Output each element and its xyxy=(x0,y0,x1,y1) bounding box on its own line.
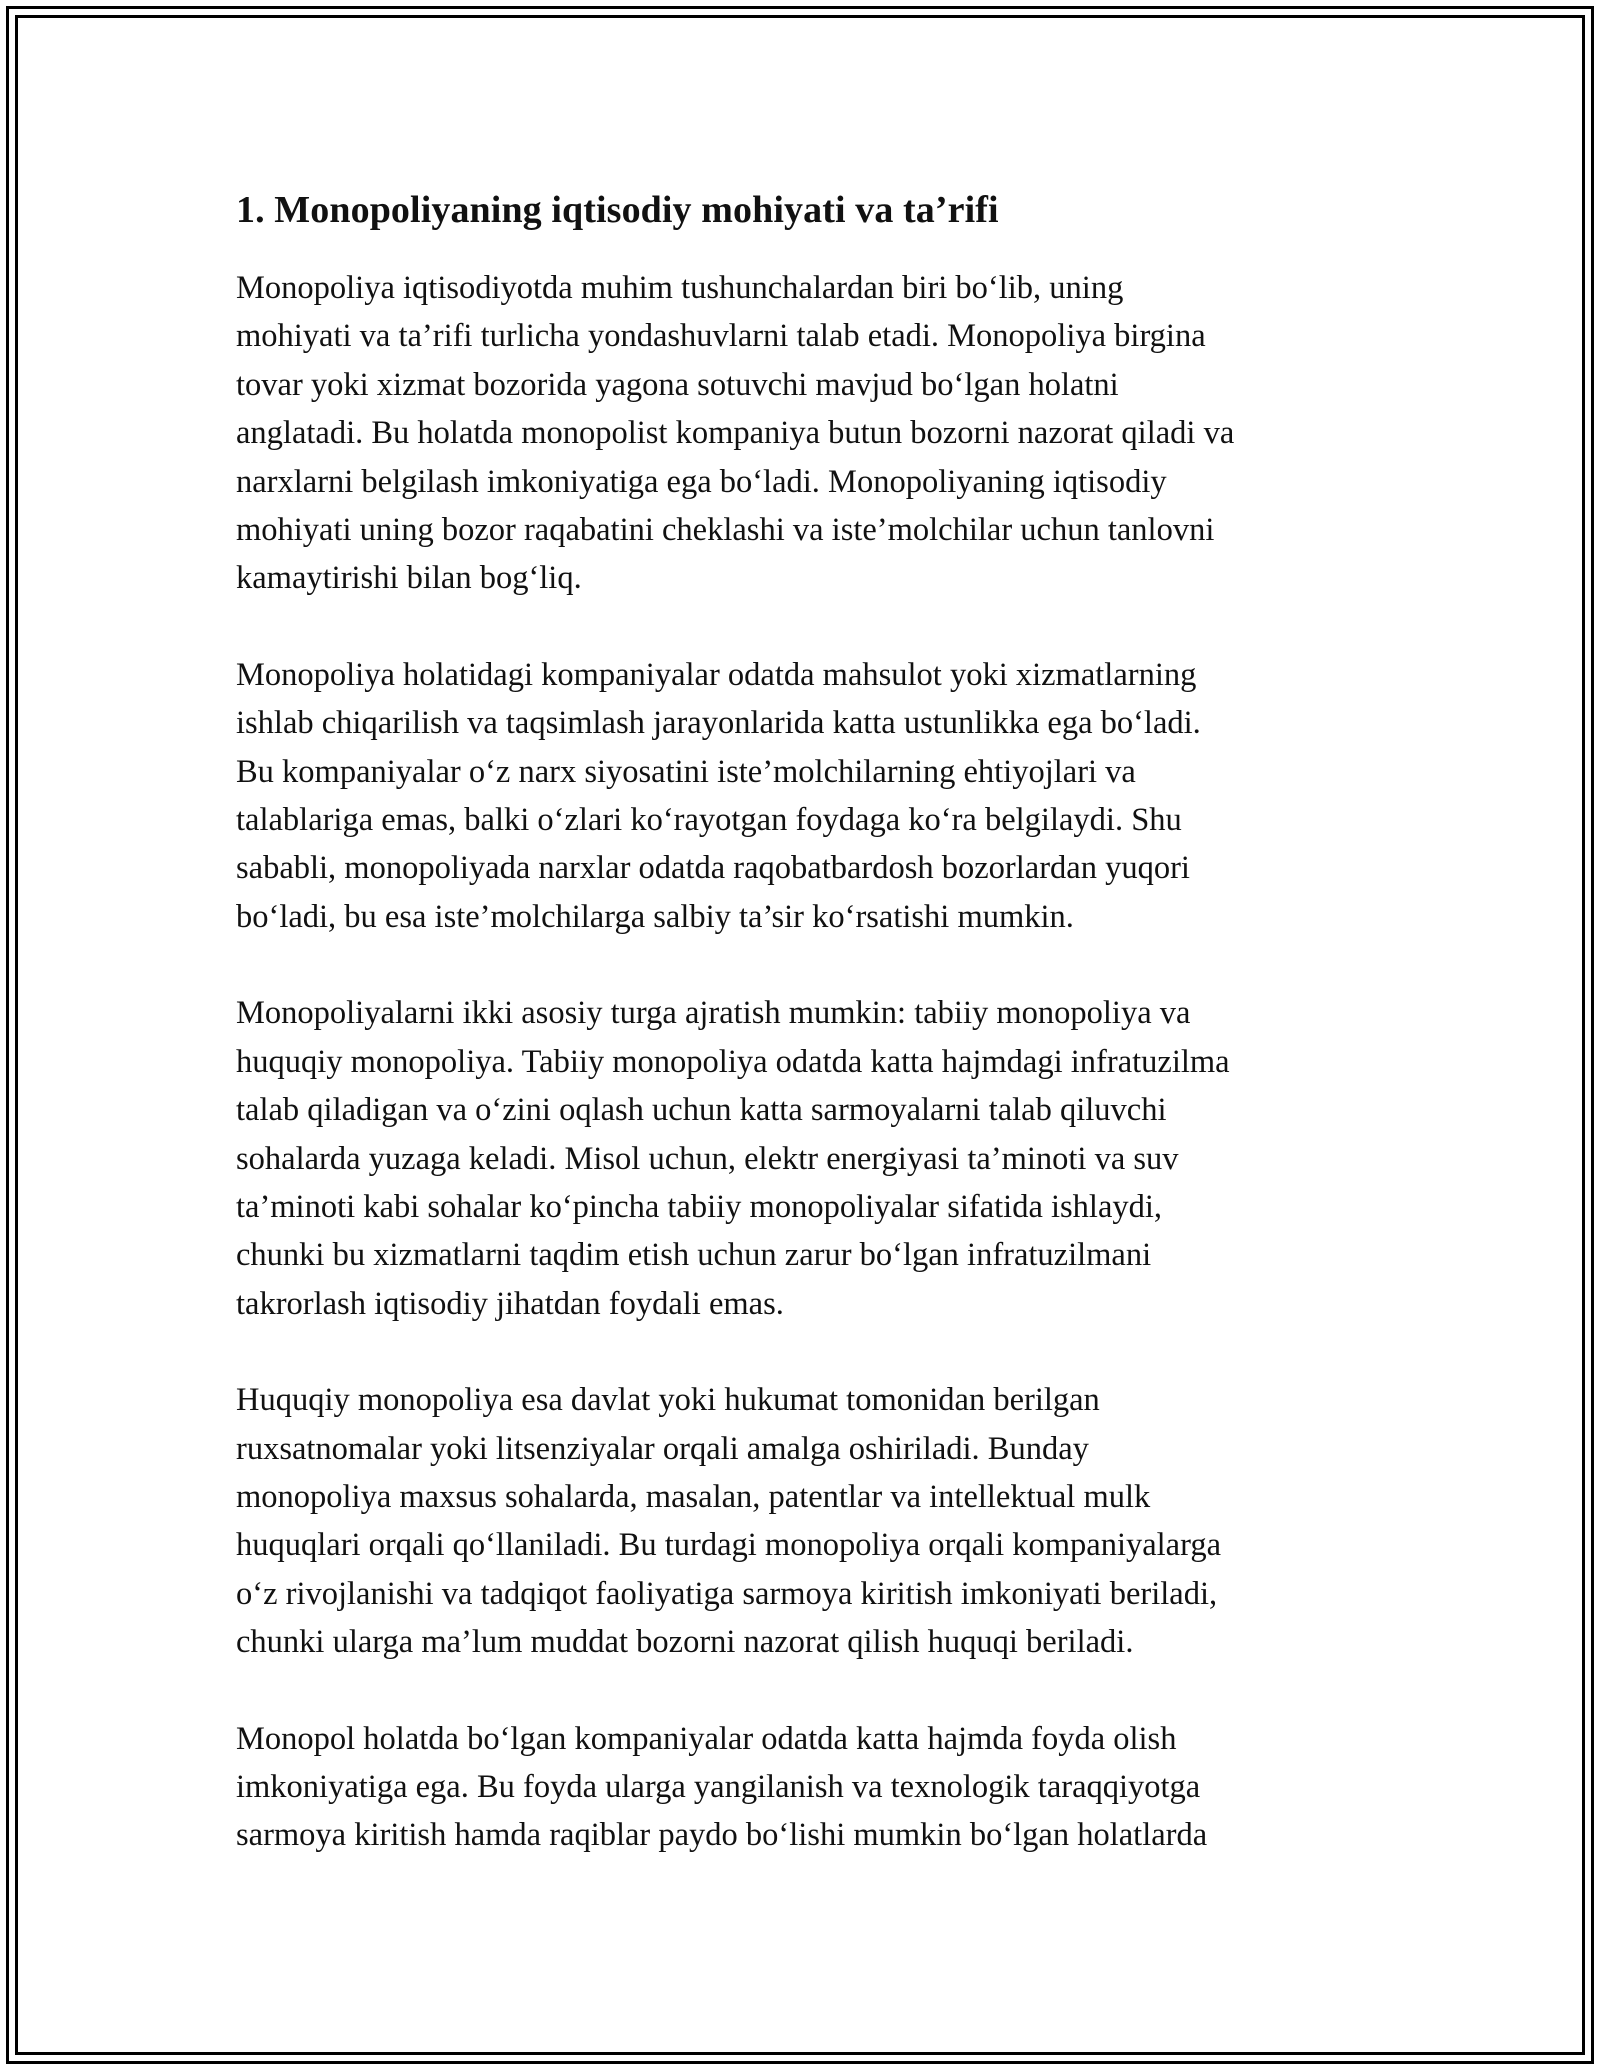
text-line: ruxsatnomalar yoki litsenziyalar orqali amalga oshiriladi. Bunday xyxy=(236,1430,1089,1467)
text-line: Monopoliya holatidagi kompaniyalar odatda mahsulot yoki xizmatlarning xyxy=(236,656,1197,693)
text-line: mohiyati va ta’rifi turlicha yondashuvlarni talab etadi. Monopoliya birgina xyxy=(236,318,1206,355)
text-line: ishlab chiqarilish va taqsimlash jarayonlarida katta ustunlikka ega bo‘ladi. xyxy=(236,705,1201,742)
text-line: takrorlash iqtisodiy jihatdan foydali emas. xyxy=(236,1285,784,1322)
text-line: tovar yoki xizmat bozorida yagona sotuvchi mavjud bo‘lgan holatni xyxy=(236,366,1119,403)
text-line: bo‘ladi, bu esa iste’molchilarga salbiy ta’sir ko‘rsatishi mumkin. xyxy=(236,898,1074,935)
text-line: mohiyati uning bozor raqabatini cheklashi va iste’molchilar uchun tanlovni xyxy=(236,512,1215,549)
text-line: chunki ularga ma’lum muddat bozorni nazorat qilish huquqi beriladi. xyxy=(236,1624,1134,1661)
text-line: talablariga emas, balki o‘zlari ko‘rayotgan foydaga ko‘ra belgilaydi. Shu xyxy=(236,802,1182,839)
text-line: sababli, monopoliyada narxlar odatda raqobatbardosh bozorlardan yuqori xyxy=(236,850,1190,887)
text-line: kamaytirishi bilan bog‘liq. xyxy=(236,560,582,597)
paragraph-5 xyxy=(236,1715,1386,1860)
text-line: monopoliya maxsus sohalarda, masalan, patentlar va intellektual mulk xyxy=(236,1478,1151,1515)
text-line: huquqiy monopoliya. Tabiiy monopoliya odatda katta hajmdagi infratuzilma xyxy=(236,1043,1230,1080)
section-heading: 1. Monopoliyaning iqtisodiy mohiyati va ta’rifi xyxy=(236,189,999,231)
text-line: Monopoliya iqtisodiyotda muhim tushunchalardan biri bo‘lib, uning xyxy=(236,270,1124,306)
document-body xyxy=(236,186,1386,1908)
text-line: Monopoliyalarni ikki asosiy turga ajratish mumkin: tabiiy monopoliya va xyxy=(236,995,1191,1032)
text-line: huquqlari orqali qo‘llaniladi. Bu turdagi monopoliya orqali kompaniyalarga xyxy=(236,1527,1222,1564)
text-line: ta’minoti kabi sohalar ko‘pincha tabiiy monopoliyalar sifatida ishlaydi, xyxy=(236,1188,1163,1225)
text-line: anglatadi. Bu holatda monopolist kompaniya butun bozorni nazorat qiladi va xyxy=(236,415,1235,452)
text-line: Bu kompaniyalar o‘z narx siyosatini iste’molchilarning ehtiyojlari va xyxy=(236,753,1136,790)
text-line: imkoniyatiga ega. Bu foyda ularga yangilanish va texnologik taraqqiyotga xyxy=(236,1768,1201,1805)
text-line: Huquqiy monopoliya esa davlat yoki hukumat tomonidan berilgan xyxy=(236,1382,1100,1419)
text-line: narxlarni belgilash imkoniyatiga ega bo‘ladi. Monopoliyaning iqtisodiy xyxy=(236,463,1167,500)
paragraph-2 xyxy=(236,651,1386,941)
text-line: talab qiladigan va o‘zini oqlash uchun katta sarmoyalarni talab qiluvchi xyxy=(236,1092,1167,1129)
text-line: chunki bu xizmatlarni taqdim etish uchun zarur bo‘lgan infratuzilmani xyxy=(236,1237,1152,1274)
text-line: o‘z rivojlanishi va tadqiqot faoliyatiga sarmoya kiritish imkoniyati beriladi, xyxy=(236,1575,1218,1612)
paragraph-4 xyxy=(236,1376,1386,1666)
text-line: Monopol holatda bo‘lgan kompaniyalar odatda katta hajmda foyda olish xyxy=(236,1720,1177,1757)
paragraph-1 xyxy=(236,264,1386,603)
text-line: sarmoya kiritish hamda raqiblar paydo bo‘lishi mumkin bo‘lgan holatlarda xyxy=(236,1817,1208,1854)
paragraph-3 xyxy=(236,989,1386,1328)
text-line: sohalarda yuzaga keladi. Misol uchun, elektr energiyasi ta’minoti va suv xyxy=(236,1140,1179,1177)
